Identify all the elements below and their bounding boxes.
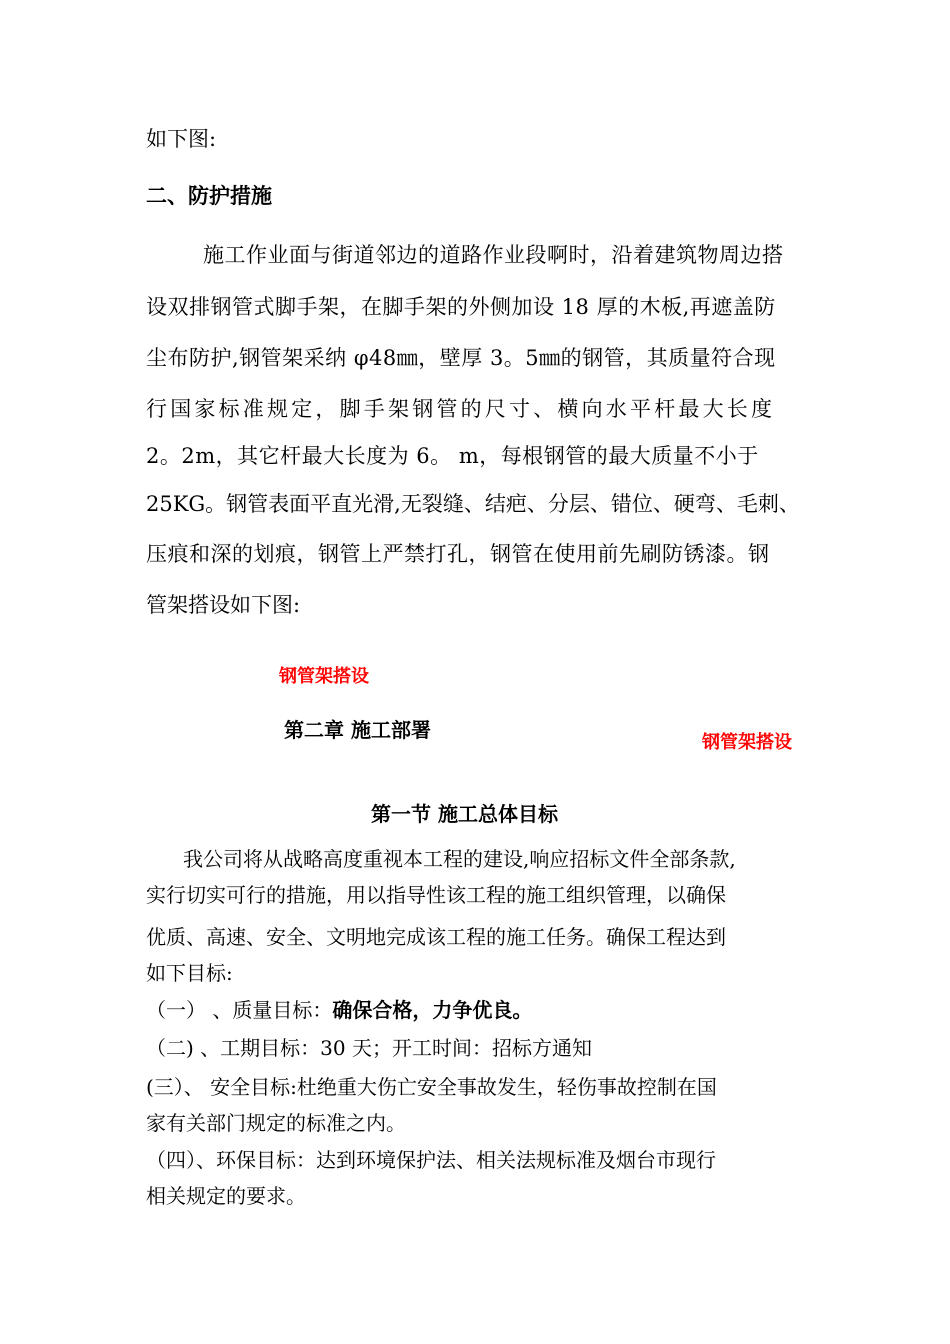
quality-goal-value: 确保合格，力争优良。 [332, 998, 533, 1022]
protection-line: 施工作业面与街道邻边的道路作业段啊时，沿着建筑物周边搭 [203, 243, 784, 267]
protection-line: 压痕和深的划痕，钢管上严禁打孔，钢管在使用前先刷防锈漆。钢 [146, 542, 770, 566]
environment-goal-line: 相关规定的要求。 [146, 1184, 306, 1208]
goals-intro-line: 我公司将从战略高度重视本工程的建设,响应招标文件全部条款, [183, 847, 736, 871]
image-caption-right: 钢管架搭设 [702, 732, 792, 753]
protection-line: 2。2m，其它杆最大长度为 6。 m，每根钢管的最大质量不小于 [146, 444, 759, 468]
goals-intro-line: 优质、高速、安全、文明地完成该工程的施工任务。确保工程达到 [146, 925, 726, 949]
quality-goal [146, 997, 532, 1024]
section-heading-protection: 二、防护措施 [146, 184, 272, 208]
schedule-goal: （二) 、工期目标：30 天；开工时间：招标方通知 [146, 1036, 592, 1060]
intro-text: 如下图: [146, 127, 217, 151]
protection-line: 设双排钢管式脚手架，在脚手架的外侧加设 18 厚的木板,再遮盖防 [146, 295, 776, 319]
section-title: 第一节 施工总体目标 [371, 802, 558, 826]
goals-intro-line: 如下目标: [146, 961, 233, 985]
protection-line: 尘布防护,钢管架采纳 φ48㎜，壁厚 3。5㎜的钢管，其质量符合现 [146, 346, 776, 370]
protection-line: 25KG。钢管表面平直光滑,无裂缝、结疤、分层、错位、硬弯、毛刺、 [146, 492, 800, 516]
quality-goal-prefix: （一） 、质量目标： [146, 998, 333, 1022]
environment-goal-line: （四）、环保目标：达到环境保护法、相关法规标准及烟台市现行 [146, 1148, 716, 1172]
chapter-title: 第二章 施工部署 [284, 718, 431, 742]
goals-intro-line: 实行切实可行的措施，用以指导性该工程的施工组织管理，以确保 [146, 883, 726, 907]
safety-goal-line: 家有关部门规定的标准之内。 [146, 1111, 406, 1135]
image-caption-left: 钢管架搭设 [279, 666, 369, 687]
safety-goal-line: (三）、 安全目标:杜绝重大伤亡安全事故发生，轻伤事故控制在国 [146, 1075, 717, 1099]
protection-line: 行国家标准规定，脚手架钢管的尺寸、横向水平杆最大长度 [146, 397, 776, 421]
protection-line: 管架搭设如下图: [146, 593, 301, 617]
